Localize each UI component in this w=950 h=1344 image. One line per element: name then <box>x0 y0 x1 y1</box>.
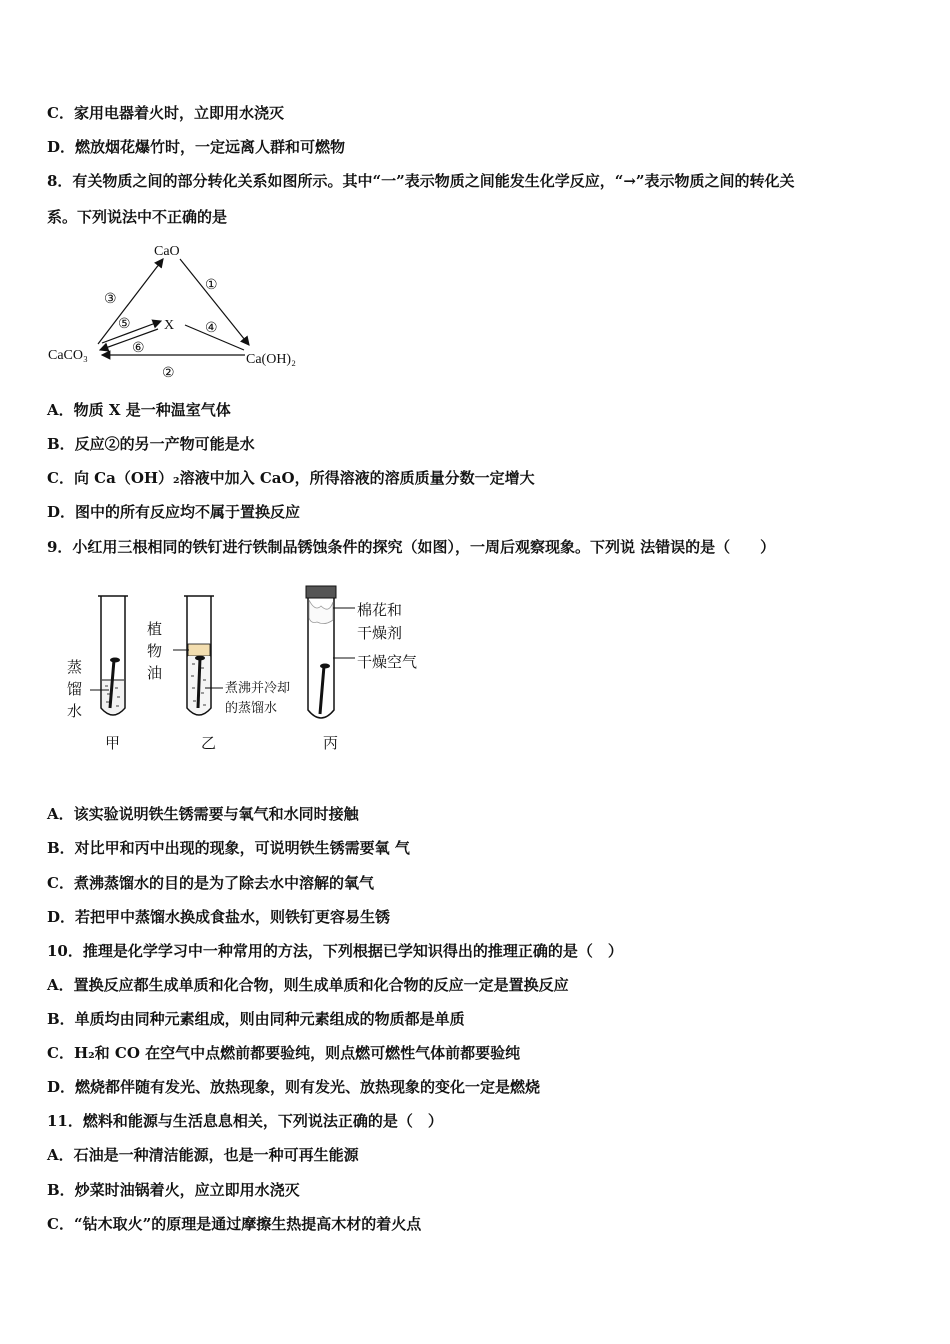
q8-conversion-diagram <box>40 235 320 385</box>
label-jia-liquid-3: 水 <box>67 702 83 720</box>
q9-stem: 9．小红用三根相同的铁钉进行铁制品锈蚀条件的探究（如图），一周后观察现象。下列说 法错误的是（ ） <box>47 538 776 556</box>
label-jia: 甲 <box>105 734 121 752</box>
label-dry-air: 干燥空气 <box>357 653 418 671</box>
label-caco3: CaCO₃ <box>48 348 88 363</box>
q9-option-c: C．煮沸蒸馏水的目的是为了除去水中溶解的氧气 <box>47 874 374 892</box>
q8-option-a: A．物质 X 是一种温室气体 <box>47 401 231 419</box>
q8-option-c: C．向 Ca（OH）₂溶液中加入 CaO，所得溶液的溶质质量分数一定增大 <box>47 469 535 487</box>
q9-rust-experiment-figure <box>55 580 455 760</box>
label-cao: CaO <box>154 244 180 259</box>
q7-option-c: C．家用电器着火时，立即用水浇灭 <box>47 104 284 122</box>
q10-option-d: D．燃烧都伴随有发光、放热现象，则有发光、放热现象的变化一定是燃烧 <box>47 1078 541 1096</box>
label-cotton-1: 棉花和 <box>357 601 403 619</box>
q11-stem: 11．燃料和能源与生活息息相关，下列说法正确的是（ ） <box>47 1112 443 1130</box>
tube-yi <box>173 596 223 715</box>
label-yi: 乙 <box>201 734 217 752</box>
tube-bing <box>306 586 355 718</box>
num-6: ⑥ <box>132 341 145 356</box>
q10-option-a: A．置换反应都生成单质和化合物，则生成单质和化合物的反应一定是置换反应 <box>47 976 569 994</box>
q10-option-c: C．H₂和 CO 在空气中点燃前都要验纯，则点燃可燃性气体前都要验纯 <box>47 1044 521 1062</box>
label-bing: 丙 <box>323 734 339 752</box>
q8-option-d: D．图中的所有反应均不属于置换反应 <box>47 503 301 521</box>
num-1: ① <box>205 278 218 293</box>
q8-stem-line2: 系。下列说法中不正确的是 <box>47 208 228 226</box>
q11-option-b: B．炒菜时油锅着火，应立即用水浇灭 <box>47 1181 300 1199</box>
num-2: ② <box>162 366 175 381</box>
q7-option-d: D．燃放烟花爆竹时，一定远离人群和可燃物 <box>47 138 346 156</box>
q9-option-b: B．对比甲和丙中出现的现象，可说明铁生锈需要氧 气 <box>47 839 410 857</box>
q8-option-b: B．反应②的另一产物可能是水 <box>47 435 255 453</box>
q10-option-b: B．单质均由同种元素组成，则由同种元素组成的物质都是单质 <box>47 1010 465 1028</box>
label-x: X <box>164 318 175 333</box>
q9-option-a: A．该实验说明铁生锈需要与氧气和水同时接触 <box>47 805 359 823</box>
label-oil-1: 植 <box>147 620 163 638</box>
label-cotton-2: 干燥剂 <box>357 624 403 642</box>
label-jia-liquid-2: 馏 <box>67 680 83 698</box>
label-oil-2: 物 <box>147 642 163 660</box>
tube-jia <box>90 596 128 715</box>
arrow-6 <box>100 329 158 350</box>
label-oil-3: 油 <box>147 664 163 682</box>
q8-stem-line1: 8．有关物质之间的部分转化关系如图所示。其中“一”表示物质之间能发生化学反应，“→”表示物质之间的转化关 <box>47 172 795 190</box>
label-boiled-water-2: 的蒸馏水 <box>225 701 278 716</box>
label-jia-liquid-1: 蒸 <box>67 658 83 676</box>
label-boiled-water-1: 煮沸并冷却 <box>225 681 291 696</box>
q9-option-d: D．若把甲中蒸馏水换成食盐水，则铁钉更容易生锈 <box>47 908 391 926</box>
arrow-5 <box>102 321 161 343</box>
q11-option-c: C．“钻木取火”的原理是通过摩擦生热提高木材的着火点 <box>47 1215 422 1233</box>
label-caoh2: Ca(OH)₂ <box>246 352 296 367</box>
q11-option-a: A．石油是一种清洁能源，也是一种可再生能源 <box>47 1146 359 1164</box>
num-5: ⑤ <box>118 317 131 332</box>
q10-stem: 10．推理是化学学习中一种常用的方法，下列根据已学知识得出的推理正确的是（ ） <box>47 942 623 960</box>
num-3: ③ <box>104 292 117 307</box>
num-4: ④ <box>205 321 218 336</box>
